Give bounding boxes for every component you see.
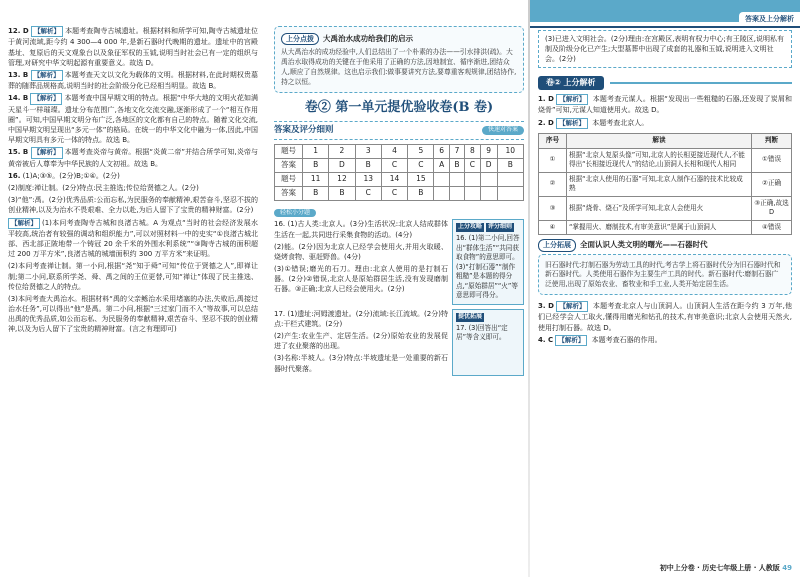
answer-1-num: 1. D <box>538 95 554 104</box>
paragraph-text: 本题考查天文以文化为载体的文明。根据材料,在此时期权贵墓葬的随葬品规格高,说明当时的社会阶级分化已经相当明显。故选 B。 <box>8 70 258 91</box>
side-head-3: 提优拓展 <box>458 312 483 320</box>
left-column <box>0 0 266 336</box>
question-number: 16. <box>8 171 21 180</box>
left-paragraph <box>8 218 258 260</box>
header-tab: 答案及上分解析 <box>739 12 800 26</box>
band-easy: 轻松小分题 <box>274 209 316 218</box>
answer-3-num: 3. D <box>538 302 554 311</box>
table-cell: 11 <box>303 172 329 186</box>
table-cell: C <box>381 158 407 172</box>
table-cell: 7 <box>449 144 464 158</box>
row-label: 答案 <box>275 158 303 172</box>
table-cell: B <box>449 158 464 172</box>
paragraph-text: (1)A;③⑤。(2分)B;①④。(2分) <box>22 171 120 180</box>
judge-header: 序号 <box>539 134 567 149</box>
answer-line: (3)①错误;磨光的石刀。理由:北京人使用的是打制石器。(2分)②错误,北京人是原始群居生活,没有发现磨制石器。③正确;北京人已经会使用火。(2分) <box>274 264 448 294</box>
table-cell: 2 <box>329 144 355 158</box>
answer-4-num: 4. C <box>538 335 554 344</box>
table-row-answers <box>275 158 524 172</box>
judge-cell: ①错误 <box>752 148 792 172</box>
left-paragraph <box>8 195 258 215</box>
answer-1-tag: 【解析】 <box>556 94 588 105</box>
answer-2-text: 本题考查北京人。 <box>592 118 649 127</box>
answer-4-text: 本题考查石器的作用。 <box>591 335 662 344</box>
row-label: 题号 <box>275 144 303 158</box>
table-row-nums <box>275 144 524 158</box>
left-paragraph <box>8 171 258 181</box>
row-label: 题号 <box>275 172 303 186</box>
left-paragraph <box>8 183 258 193</box>
q16-side-text: 16. (1)第二小问,回答出“群体生活”“共同获取食物”的意思即可。(3)“打制石器”“制作粗糙”是本题的得分点,“原始群居”“火”等意思即可得分。 <box>456 234 520 300</box>
table-cell: 6 <box>434 144 449 158</box>
judge-row <box>539 148 792 172</box>
table-cell: A <box>434 158 449 172</box>
table-cell: B <box>329 186 355 200</box>
answer-4 <box>538 335 792 346</box>
table-cell: 14 <box>381 172 407 186</box>
table-cell: 1 <box>303 144 329 158</box>
answer-table <box>274 144 524 201</box>
judge-header: 解读 <box>567 134 752 149</box>
table-cell: B <box>355 158 381 172</box>
q17-answer <box>274 309 448 376</box>
table-cell <box>449 186 464 200</box>
table-cell: 13 <box>355 172 381 186</box>
q16-block <box>274 219 524 305</box>
q17-side-box <box>452 309 524 376</box>
analysis-tag: 【解析】 <box>31 26 63 37</box>
judge-cell: 根据“北京人复原头像”可知,北京人的长相更接近现代人,不能得出“长相接近现代人”的结论,山顶洞人长相和现代人相同 <box>567 148 752 172</box>
paragraph-text: (3)“他”:禹。(2分)优秀品质:公而忘私,为民服务的奉献精神,艰苦奋斗,坚忍不拔的创业精神,以及为治水不畏艰难、全力以赴,为后人留下了宝贵的精神财富。(2分) <box>8 196 258 215</box>
table-cell <box>434 172 449 186</box>
table-cell: D <box>480 158 497 172</box>
judge-row <box>539 196 792 220</box>
judge-header-row <box>539 134 792 149</box>
table-cell: C <box>355 186 381 200</box>
answer-1 <box>538 94 792 116</box>
left-paragraph <box>8 93 258 145</box>
table-cell: B <box>497 158 523 172</box>
right-column <box>530 0 800 348</box>
q16-side-box <box>452 219 524 305</box>
analysis-tag: 【解析】 <box>31 70 63 81</box>
middle-column <box>268 0 530 376</box>
paragraph-text: 本题考查炎帝与黄帝。根据“炎黄二帝”并结合所学可知,炎帝与黄帝被后人尊奉为中华民族的人文初祖。故选 B。 <box>8 148 258 168</box>
answer-3-tag: 【解析】 <box>556 301 588 312</box>
tip-label: 上分点拨 <box>281 33 319 45</box>
table-cell: B <box>303 186 329 200</box>
table-cell: 5 <box>408 144 434 158</box>
table-cell <box>434 186 449 200</box>
judge-header: 判断 <box>752 134 792 149</box>
answer-2-num: 2. D <box>538 118 554 127</box>
answer-line: 17. (1)遗址:河姆渡遗址。(2分)流域:长江流域。(2分)特点:干栏式建筑。(2分) <box>274 309 448 329</box>
page-number: 49 <box>782 563 792 572</box>
table-cell: B <box>303 158 329 172</box>
answer-3 <box>538 301 792 333</box>
section-bar <box>274 121 524 139</box>
judge-cell: ① <box>539 148 567 172</box>
q16-answer <box>274 219 448 305</box>
answer-line: (2)能。(2分)因为北京人已经学会使用火,并用火取暖、烧烤食物、驱赶野兽。(4分) <box>274 242 448 261</box>
judge-cell: 根据“北京人使用的石器”可知,北京人制作石器的技术比较成熟 <box>567 172 752 196</box>
table-cell: C <box>465 158 481 172</box>
paragraph-text: 本题考查陶寺古城遗址。根据材料和所学可知,陶寺古城遗址位于黄河流域,距今约 4 300—4 000 年,是新石器时代晚期的遗址。遗址中的宫殿基址、复原后的天文观象台以及象征军权的玉钺,说明当时社会已有一定的组织与管理,对研究中华文明起源有重要意义。故选 D。 <box>8 27 258 67</box>
answer-line: 16. (1)古人类:北京人。(3分)生活状况:北京人结成群体生活在一起,共同进行采集食物的活动。(4分) <box>274 220 448 239</box>
tip-box <box>274 26 524 93</box>
left-paragraph <box>8 261 258 291</box>
question-number: 13. B <box>8 70 29 79</box>
table-cell: D <box>329 158 355 172</box>
judge-row <box>539 172 792 196</box>
table-cell <box>497 186 523 200</box>
answer-2-tag: 【解析】 <box>556 118 588 129</box>
side-head-1: 上分攻略 <box>458 223 483 231</box>
expand-label: 上分拓展 <box>538 239 576 251</box>
right-top-box: (3)已进入文明社会。(2分)理由:在宫殿区,表明有权力中心;有王陵区,说明私有制及阶级分化已产生;大型墓葬中出现了成套的礼器和玉钺,说明进入文明社会。(2分) <box>538 30 792 68</box>
judge-cell: ②正确 <box>752 172 792 196</box>
table-row-answers <box>275 186 524 200</box>
judge-row <box>539 220 792 235</box>
expand-text: 旧石器时代:打制石器为劳动工具的时代,考古学上将石器时代分为旧石器时代和新石器时代。人类使用石器作为主要生产工具的时代。新石器时代:磨制石器广泛使用,出现了原始农业、畜牧业和手工业,人类开始定居生活。 <box>538 254 792 296</box>
left-paragraph <box>8 294 258 335</box>
side-head-2: 评分细则 <box>488 223 513 231</box>
paragraph-text: (2)本问考查禅让制。第一小问,根据“尧”知于舜”可知“传位于贤德之人”,即禅让制;第二小问,联系所学尧、舜、禹之间的王位更替,可知“禅让”体现了民主推选、传位给贤德之人的特点。 <box>8 262 258 291</box>
paragraph-text: (2)制度:禅让制。(2分)特点:民主推选;传位给贤德之人。(2分) <box>8 184 199 193</box>
banner-line <box>610 82 792 84</box>
expand-head <box>538 239 792 251</box>
analysis-tag: 【解析】 <box>31 147 63 158</box>
section-title: 答案及评分细则 <box>274 125 334 136</box>
table-cell <box>480 172 497 186</box>
table-cell <box>497 172 523 186</box>
table-cell: 9 <box>480 144 497 158</box>
q17-block <box>274 309 524 376</box>
answer-3-text: 本题考查北京人与山顶洞人。山顶洞人生活在距今约 3 万年,他们已经学会人工取火,懂得用磨光和钻孔的技术,有审美意识;北京人会使用天然火,使用打制石器。故选 D。 <box>538 302 793 332</box>
paragraph-text: 本题考查中国早期文明的特点。根据“中华大地的文明火花如满天星斗一样璀璨。遗址分布范围广,各地文化交流交融,逐渐形成了一个“相互作用圈”。可知,中国早期文明分布广泛,各地区的文化都有自己的特点。随着文化交流,中国早期文明呈现出“多元一体”的格局。在统一的中华文化中融为一体,因此,中国早期文明具有多元一体的特点。故选 B。 <box>8 94 258 145</box>
right-banner <box>538 76 792 90</box>
table-cell: B <box>408 186 434 200</box>
table-cell: 4 <box>381 144 407 158</box>
question-number: 14. B <box>8 94 29 103</box>
tip-title: 大禹治水成功给我们的启示 <box>323 33 413 43</box>
table-row-nums <box>275 172 524 186</box>
table-cell: C <box>381 186 407 200</box>
answer-line: (3)名称:半坡人。(3分)特点:半坡遗址是一处重要的新石器时代聚落。 <box>274 354 448 373</box>
judge-cell: ④错误 <box>752 220 792 235</box>
left-paragraph <box>8 26 258 68</box>
question-number: 15. B <box>8 148 29 157</box>
q17-side-text: 17. (3)回答出“定居”等含义即可。 <box>456 323 508 342</box>
answer-line: (2)产生:农业生产、定居生活。(2分)原始农业的发展促进了农业聚落的出现。 <box>274 332 448 351</box>
row-label: 答案 <box>275 186 303 200</box>
left-paragraph <box>8 70 258 92</box>
judge-cell: ② <box>539 172 567 196</box>
table-cell: 12 <box>329 172 355 186</box>
table-cell <box>449 172 464 186</box>
judge-cell: ③正确,故选 D <box>752 196 792 220</box>
answer-2 <box>538 118 792 129</box>
judge-cell: 根据“烧骨、烧石”及所学可知,北京人会使用火 <box>567 196 752 220</box>
table-cell: 8 <box>465 144 481 158</box>
judge-table <box>538 133 792 235</box>
answer-1-text: 本题考查元谋人。根据“发现出一些粗糙的石器,还发现了炭屑和烧骨”可知,元谋人知道使用火。故选 D。 <box>538 95 792 115</box>
table-cell <box>465 186 481 200</box>
table-cell: 15 <box>408 172 434 186</box>
table-cell <box>465 172 481 186</box>
answer-4-tag: 【解析】 <box>555 335 587 346</box>
exam-title: 卷② 第一单元提优验收卷(B 卷) <box>304 99 494 115</box>
footer-text: 初中上分卷 · 历史七年级上册 · 人教版 <box>659 563 780 572</box>
paragraph-text: (3)本问考查大禹治水。根据材料“禹的父亲鲧治水采用堵塞的办法,失败后,禹接过治水任务”,可以得出“他”是禹。第二小问,根据“三过家门而不入”等故事,可以总结出禹的优秀品质,如公而忘私、为民服务的奉献精神,艰苦奋斗、坚忍不拔的创业精神,以及为后人留下了宝贵的精神财富。(言之有理即可) <box>8 294 258 334</box>
expand-title: 全面认识人类文明的曙光——石器时代 <box>580 240 708 249</box>
analysis-tag: 【解析】 <box>30 93 62 104</box>
tip-text: 从大禹治水的成功经验中,人们总结出了一个朴素的办法——引水排洪(疏)。大禹治水取得成功的关键在于他采用了正确的方法,因地制宜、循序渐进,团结众人,顺应了自然规律。这也启示我们:做事要讲究方法,要尊重客观规律,团结协作,持之以恒。 <box>281 48 517 86</box>
table-cell <box>480 186 497 200</box>
footer <box>660 563 792 573</box>
banner-label: 卷② 上分解析 <box>538 76 604 90</box>
judge-cell: ④ <box>539 220 567 235</box>
table-cell: 3 <box>355 144 381 158</box>
left-paragraph <box>8 147 258 169</box>
judge-cell: ③ <box>539 196 567 220</box>
question-number: 12. D <box>8 27 29 35</box>
section-right-label: 快速对答案 <box>482 126 524 135</box>
table-cell: 10 <box>497 144 523 158</box>
paragraph-text: (1)本问考查陶寺古城和良渚古城。A 为观点“当时的社会经济发展水平较高,统治者有较强的调动和组织能力”,可以对照材料一中的史实“①良渚古城北部、西北部正陂地带一个铸冠 20 余千米的外围水利系统”“③陶寺古城的面积超过 200 万平方米”,良渚古城的城墙面积约 300 万平方米”来证明。 <box>8 218 258 259</box>
analysis-tag: 【解析】 <box>8 218 40 229</box>
table-cell: C <box>408 158 434 172</box>
judge-cell: “掌握用火、磨制技术,有审美意识”是属于山顶洞人 <box>567 220 752 235</box>
